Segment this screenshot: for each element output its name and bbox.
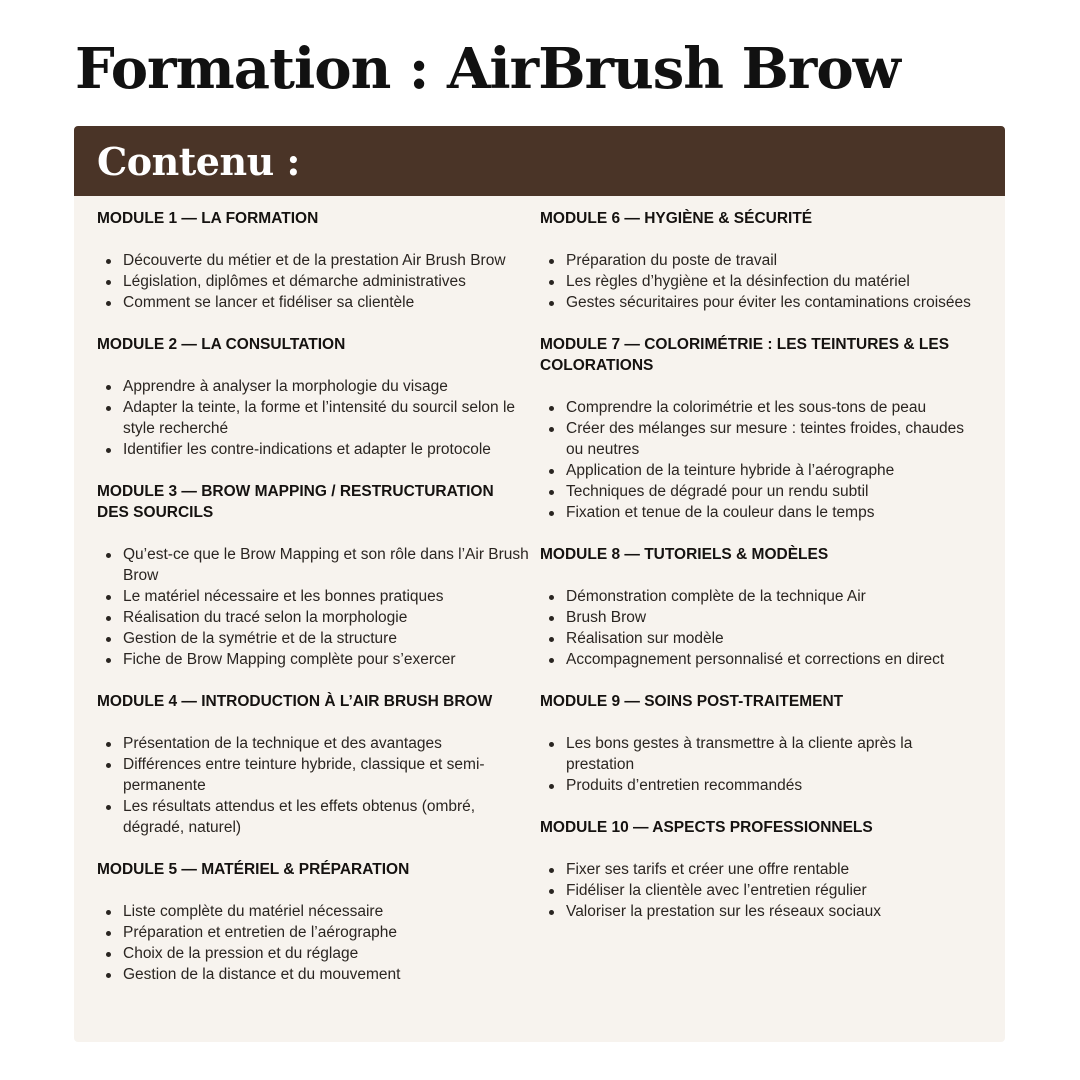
- right-module-column: [540, 208, 980, 1006]
- module-list-item: Comprendre la colorimétrie et les sous-tons de peau: [566, 397, 980, 418]
- module-list-item: Fixation et tenue de la couleur dans le temps: [566, 502, 980, 523]
- module-item-list: [540, 250, 980, 313]
- page-title: Formation : AirBrush Brow: [75, 36, 900, 102]
- module-list-item: Produits d’entretien recommandés: [566, 775, 980, 796]
- module-list-item: Démonstration complète de la technique Air: [566, 586, 980, 607]
- module-list-item: Réalisation sur modèle: [566, 628, 980, 649]
- module-list-item: Gestes sécuritaires pour éviter les contaminations croisées: [566, 292, 980, 313]
- module-section: [97, 208, 540, 313]
- module-section: [540, 208, 980, 313]
- module-list-item: Gestion de la distance et du mouvement: [123, 964, 540, 985]
- module-list-item: Qu’est-ce que le Brow Mapping et son rôle dans l’Air Brush Brow: [123, 544, 540, 586]
- module-item-list: [540, 733, 980, 796]
- module-item-list: [97, 250, 540, 313]
- module-list-item: Gestion de la symétrie et de la structure: [123, 628, 540, 649]
- module-list-item: Créer des mélanges sur mesure : teintes froides, chaudes ou neutres: [566, 418, 980, 460]
- module-list-item: Le matériel nécessaire et les bonnes pratiques: [123, 586, 540, 607]
- module-section: [97, 334, 540, 460]
- module-title: MODULE 8 — TUTORIELS & MODÈLES: [540, 546, 829, 563]
- module-list-item: Les résultats attendus et les effets obtenus (ombré, dégradé, naturel): [123, 796, 540, 838]
- module-title: MODULE 6 — HYGIÈNE & SÉCURITÉ: [540, 210, 813, 227]
- module-list-item: Présentation de la technique et des avantages: [123, 733, 540, 754]
- content-card: [74, 126, 1005, 1042]
- module-list-item: Fixer ses tarifs et créer une offre rentable: [566, 859, 980, 880]
- module-list-item: Réalisation du tracé selon la morphologie: [123, 607, 540, 628]
- module-list-item: Adapter la teinte, la forme et l’intensité du sourcil selon le style recherché: [123, 397, 540, 439]
- module-section: [97, 691, 540, 838]
- module-title: MODULE 2 — LA CONSULTATION: [97, 336, 346, 353]
- module-list-item: Préparation du poste de travail: [566, 250, 980, 271]
- module-section: [540, 544, 980, 670]
- module-list-item: Application de la teinture hybride à l’aérographe: [566, 460, 980, 481]
- module-list-item: Découverte du métier et de la prestation Air Brush Brow: [123, 250, 540, 271]
- module-list-item: Comment se lancer et fidéliser sa clientèle: [123, 292, 540, 313]
- module-list-item: Accompagnement personnalisé et corrections en direct: [566, 649, 980, 670]
- module-section: [97, 481, 540, 670]
- module-title: MODULE 4 — INTRODUCTION À L’AIR BRUSH BROW: [97, 693, 493, 710]
- content-header-title: Contenu :: [97, 138, 300, 184]
- modules-columns: [74, 196, 1005, 1006]
- module-title: MODULE 1 — LA FORMATION: [97, 210, 319, 227]
- module-list-item: Identifier les contre-indications et adapter le protocole: [123, 439, 540, 460]
- module-section: [540, 334, 980, 523]
- module-section: [97, 859, 540, 985]
- module-list-item: Fiche de Brow Mapping complète pour s’exercer: [123, 649, 540, 670]
- module-title: MODULE 3 — BROW MAPPING / RESTRUCTURATION DES SOURCILS: [97, 483, 494, 521]
- module-section: [540, 817, 980, 922]
- module-list-item: Différences entre teinture hybride, classique et semi-permanente: [123, 754, 540, 796]
- module-item-list: [97, 733, 540, 838]
- module-item-list: [97, 901, 540, 985]
- module-list-item: Législation, diplômes et démarche administratives: [123, 271, 540, 292]
- module-list-item: Brush Brow: [566, 607, 980, 628]
- module-list-item: Apprendre à analyser la morphologie du visage: [123, 376, 540, 397]
- module-item-list: [97, 376, 540, 460]
- module-item-list: [540, 397, 980, 523]
- module-list-item: Valoriser la prestation sur les réseaux sociaux: [566, 901, 980, 922]
- module-list-item: Choix de la pression et du réglage: [123, 943, 540, 964]
- left-module-column: [97, 208, 540, 1006]
- module-item-list: [540, 586, 980, 670]
- module-item-list: [540, 859, 980, 922]
- module-title: MODULE 7 — COLORIMÉTRIE : LES TEINTURES & LES COLORATIONS: [540, 336, 950, 374]
- module-title: MODULE 5 — MATÉRIEL & PRÉPARATION: [97, 861, 410, 878]
- module-list-item: Préparation et entretien de l’aérographe: [123, 922, 540, 943]
- module-section: [540, 691, 980, 796]
- module-list-item: Liste complète du matériel nécessaire: [123, 901, 540, 922]
- module-list-item: Les règles d’hygiène et la désinfection du matériel: [566, 271, 980, 292]
- module-list-item: Techniques de dégradé pour un rendu subtil: [566, 481, 980, 502]
- module-title: MODULE 9 — SOINS POST-TRAITEMENT: [540, 693, 844, 710]
- module-title: MODULE 10 — ASPECTS PROFESSIONNELS: [540, 819, 873, 836]
- module-list-item: Fidéliser la clientèle avec l’entretien régulier: [566, 880, 980, 901]
- content-header: [74, 126, 1005, 196]
- module-list-item: Les bons gestes à transmettre à la cliente après la prestation: [566, 733, 980, 775]
- module-item-list: [97, 544, 540, 670]
